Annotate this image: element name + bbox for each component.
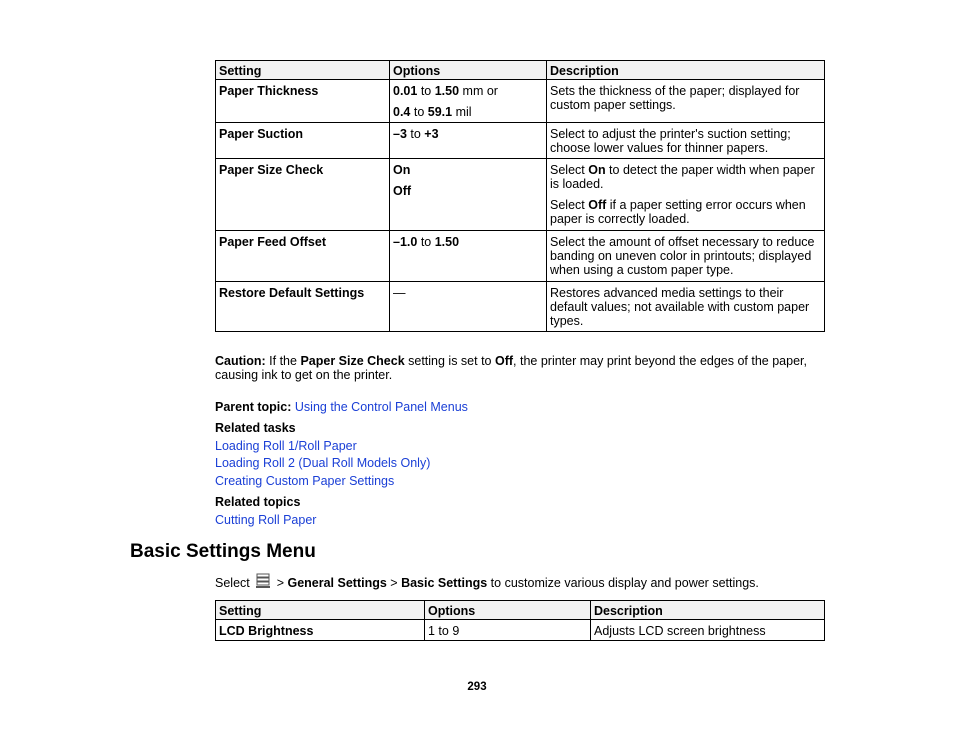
- section-title: Basic Settings Menu: [130, 541, 316, 562]
- setting-name: Paper Thickness: [216, 80, 390, 123]
- option-line: –3 to +3: [393, 127, 439, 141]
- setting-description: Select the amount of offset necessary to reduce banding on uneven color in printouts; displayed when using a custom paper type.: [547, 231, 825, 282]
- menu-icon: [255, 573, 271, 592]
- setting-name: Restore Default Settings: [216, 282, 390, 332]
- page-number: 293: [467, 681, 487, 693]
- column-header-setting: Setting: [216, 601, 425, 620]
- setting-description: Select to adjust the printer's suction setting; choose lower values for thinner papers.: [547, 123, 825, 159]
- option-line: 0.4 to 59.1 mil: [393, 105, 472, 119]
- setting-options: 1 to 9: [425, 620, 591, 641]
- column-header-setting: Setting: [216, 61, 390, 80]
- section-intro: Select > General Settings > Basic Settings to customize various display and power settings.: [215, 573, 759, 592]
- table-row: [216, 80, 825, 123]
- option-line: Off: [393, 184, 412, 198]
- column-header-options: Options: [425, 601, 591, 620]
- table-header-row: [216, 601, 825, 620]
- option-line: –1.0 to 1.50: [393, 235, 460, 249]
- column-header-description: Description: [547, 61, 825, 80]
- caution-note: Caution: If the Paper Size Check setting is set to Off, the printer may print beyond the edges of the paper, causing ink to get on the printer.: [215, 354, 807, 382]
- setting-description: Adjusts LCD screen brightness: [591, 620, 825, 641]
- setting-options: [390, 231, 547, 282]
- setting-description: Sets the thickness of the paper; displayed for custom paper settings.: [547, 80, 825, 123]
- option-line: —: [393, 286, 406, 300]
- advanced-media-settings-table: [215, 60, 825, 332]
- related-task-link[interactable]: Creating Custom Paper Settings: [215, 474, 395, 488]
- option-line: On: [393, 163, 411, 177]
- related-topics-heading: Related topics: [215, 495, 301, 509]
- related-task-link[interactable]: Loading Roll 1/Roll Paper: [215, 439, 357, 453]
- column-header-options: Options: [390, 61, 547, 80]
- table-header-row: [216, 61, 825, 80]
- setting-name: LCD Brightness: [216, 620, 425, 641]
- description-paragraph: Select On to detect the paper width when paper is loaded.: [550, 163, 815, 191]
- table-row: [216, 159, 825, 231]
- table-row: [216, 231, 825, 282]
- column-header-description: Description: [591, 601, 825, 620]
- table-row: [216, 123, 825, 159]
- basic-settings-table: [215, 600, 825, 641]
- parent-topic: [215, 400, 468, 414]
- table-row: [216, 620, 825, 641]
- setting-options: [390, 282, 547, 332]
- setting-name: Paper Feed Offset: [216, 231, 390, 282]
- table-row: [216, 282, 825, 332]
- related-task-link[interactable]: Loading Roll 2 (Dual Roll Models Only): [215, 456, 431, 470]
- parent-topic-link[interactable]: Using the Control Panel Menus: [294, 400, 468, 414]
- setting-description: Restores advanced media settings to their default values; not available with custom paper types.: [547, 282, 825, 332]
- parent-topic-label: Parent topic:: [215, 400, 292, 414]
- setting-name: Paper Suction: [216, 123, 390, 159]
- setting-options: [390, 80, 547, 123]
- related-tasks-heading: Related tasks: [215, 421, 296, 435]
- description-paragraph: Select Off if a paper setting error occurs when paper is correctly loaded.: [550, 198, 806, 226]
- setting-name: Paper Size Check: [216, 159, 390, 231]
- related-topic-link[interactable]: Cutting Roll Paper: [215, 513, 317, 527]
- setting-options: [390, 159, 547, 231]
- option-line: 0.01 to 1.50 mm or: [393, 84, 498, 98]
- setting-description: [547, 159, 825, 231]
- caution-label: Caution:: [215, 354, 266, 368]
- setting-options: [390, 123, 547, 159]
